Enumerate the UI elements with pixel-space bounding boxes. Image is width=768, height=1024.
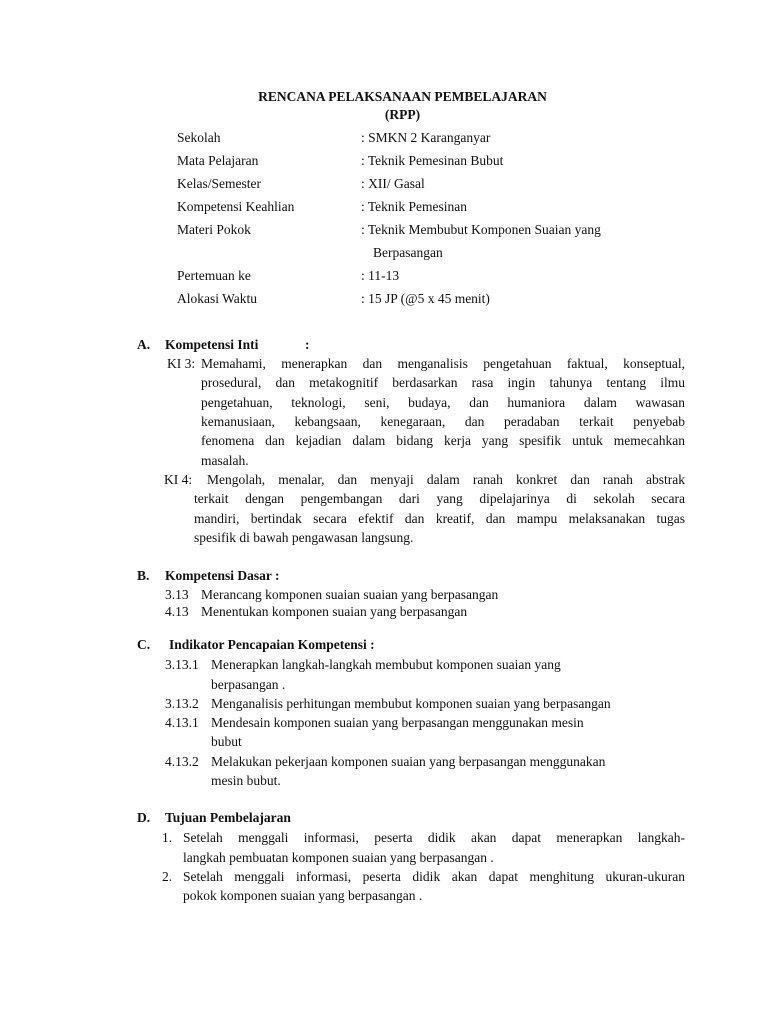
goal-number: 2. xyxy=(162,869,173,884)
ki3-line: prosedural, dan metakognitif berdasarkan rasa ingin tahunya tentang ilmu xyxy=(201,375,685,390)
identity-label: Kelas/Semester xyxy=(177,176,261,191)
identity-value: : 15 JP (@5 x 45 menit) xyxy=(361,291,490,306)
section-letter: A. xyxy=(137,337,151,352)
goal-text-continued: langkah pembuatan komponen suaian yang berpasangan . xyxy=(183,850,494,865)
indicator-text-continued: berpasangan . xyxy=(211,677,286,692)
indicator-text: Menganalisis perhitungan membubut komponen suaian yang berpasangan xyxy=(211,696,611,711)
indicator-number: 3.13.2 xyxy=(165,696,199,711)
ki3-line: fenomena dan kejadian dalam bidang kerja yang spesifik untuk memecahkan xyxy=(201,433,685,448)
section-heading: Kompetensi Inti xyxy=(165,337,259,352)
ki4-line: Mengolah, menalar, dan menyaji dalam ranah konkret dan ranah abstrak xyxy=(207,472,685,487)
identity-label: Materi Pokok xyxy=(177,222,251,237)
ki4-line: mandiri, bertindak secara efektif dan kreatif, dan mampu melaksanakan tugas xyxy=(194,511,685,526)
section-letter: B. xyxy=(137,568,150,583)
ki3-line: pengetahuan, teknologi, seni, budaya, dan humaniora dalam wawasan xyxy=(201,395,685,410)
identity-label: Kompetensi Keahlian xyxy=(177,199,295,214)
identity-value-continued: Berpasangan xyxy=(373,245,443,260)
section-heading: Tujuan Pembelajaran xyxy=(165,810,291,825)
identity-value: : Teknik Pemesinan xyxy=(361,199,468,214)
kd-text: Menentukan komponen suaian yang berpasangan xyxy=(201,604,468,619)
document-subtitle: (RPP) xyxy=(384,107,421,122)
identity-value: : Teknik Membubut Komponen Suaian yang xyxy=(361,222,601,237)
identity-value: : SMKN 2 Karanganyar xyxy=(361,130,491,145)
section-letter: C. xyxy=(137,637,151,652)
goal-text: Setelah menggali informasi, peserta didik akan dapat menerapkan langkah- xyxy=(183,830,685,845)
ki3-line: masalah. xyxy=(201,453,249,468)
indicator-text-continued: bubut xyxy=(211,734,242,749)
identity-value: : 11-13 xyxy=(361,268,400,283)
identity-label: Sekolah xyxy=(177,130,221,145)
section-heading: Kompetensi Dasar : xyxy=(165,568,280,583)
ki3-line: Memahami, menerapkan dan menganalisis pengetahuan faktual, konseptual, xyxy=(201,356,685,371)
section-heading-colon: : xyxy=(305,337,310,352)
ki3-line: kemanusiaan, kebangsaan, kenegaraan, dan peradaban terkait penyebab xyxy=(201,414,685,429)
indicator-number: 4.13.2 xyxy=(165,754,199,769)
section-heading: Indikator Pencapaian Kompetensi : xyxy=(169,637,375,652)
identity-label: Pertemuan ke xyxy=(177,268,251,283)
identity-label: Alokasi Waktu xyxy=(177,291,258,306)
identity-label: Mata Pelajaran xyxy=(177,153,259,168)
kd-number: 4.13 xyxy=(165,604,189,619)
goal-number: 1. xyxy=(162,830,173,845)
indicator-text: Mendesain komponen suaian yang berpasangan menggunakan mesin xyxy=(211,715,584,730)
ki3-prefix: KI 3: xyxy=(167,356,196,371)
section-letter: D. xyxy=(137,810,151,825)
ki4-line: terkait dengan pengembangan dari yang dipelajarinya di sekolah secara xyxy=(194,491,685,506)
ki4-prefix: KI 4: xyxy=(164,472,193,487)
kd-number: 3.13 xyxy=(165,587,189,602)
indicator-text-continued: mesin bubut. xyxy=(211,773,281,788)
indicator-text: Menerapkan langkah-langkah membubut komponen suaian yang xyxy=(211,657,561,672)
identity-value: : XII/ Gasal xyxy=(361,176,425,191)
indicator-number: 4.13.1 xyxy=(165,715,199,730)
indicator-number: 3.13.1 xyxy=(165,657,199,672)
indicator-text: Melakukan pekerjaan komponen suaian yang berpasangan menggunakan xyxy=(211,754,606,769)
goal-text-continued: pokok komponen suaian yang berpasangan . xyxy=(183,888,423,903)
goal-text: Setelah menggali informasi, peserta didik akan dapat menghitung ukuran-ukuran xyxy=(183,869,685,884)
kd-text: Merancang komponen suaian suaian yang berpasangan xyxy=(201,587,499,602)
document-title: RENCANA PELAKSANAAN PEMBELAJARAN xyxy=(258,89,547,104)
ki4-line: spesifik di bawah pengawasan langsung. xyxy=(194,530,414,545)
identity-value: : Teknik Pemesinan Bubut xyxy=(361,153,504,168)
